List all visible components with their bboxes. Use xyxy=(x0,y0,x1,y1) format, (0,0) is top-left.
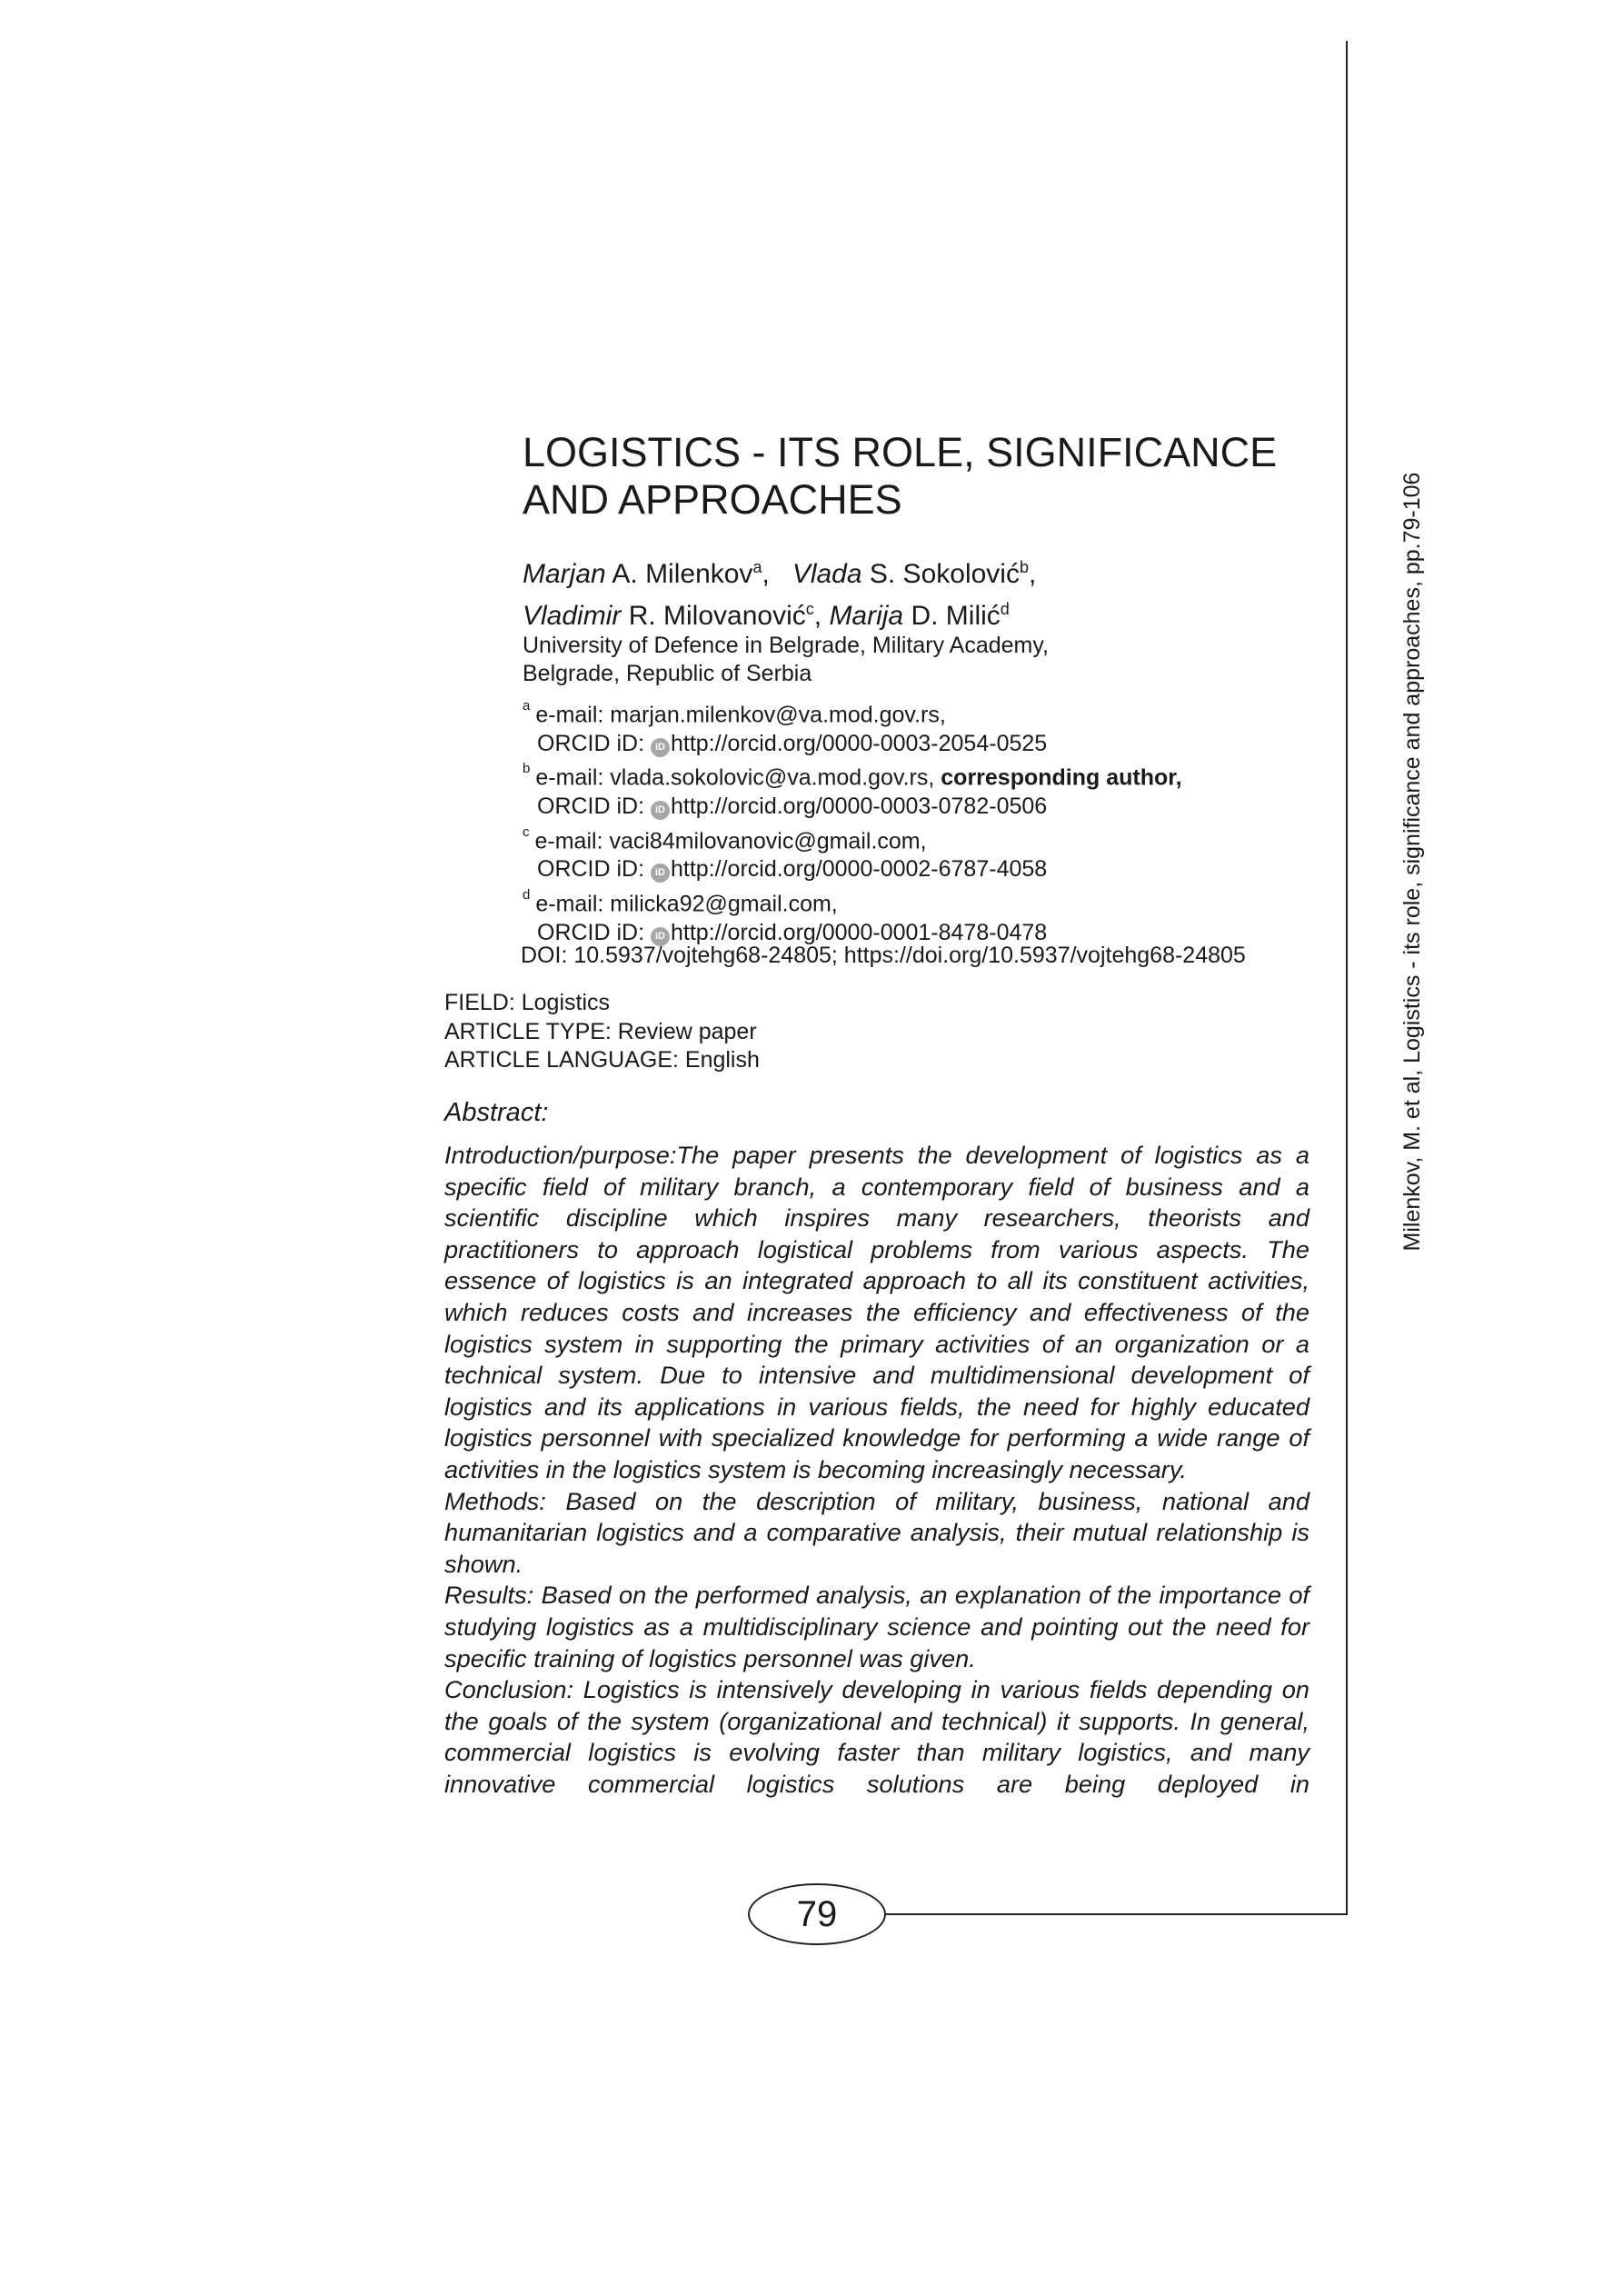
affiliation xyxy=(523,632,1340,688)
contact-email: $^c$ e-mail: vaci84milovanovic@gmail.com, xyxy=(523,824,927,854)
title-line-2: AND APPROACHES xyxy=(523,476,902,523)
contact-email: $^d$ e-mail: milicka92@gmail.com, xyxy=(523,886,838,917)
footer-rule xyxy=(884,1913,1348,1915)
author: Vlada S. Sokolović$^b$, xyxy=(792,558,1037,589)
author-line-1 xyxy=(523,550,1340,592)
doi-line[interactable]: DOI: 10.5937/vojtehg68-24805; https://doi.org/10.5937/vojtehg68-24805 xyxy=(521,943,1246,968)
orcid-icon: iD xyxy=(651,863,670,883)
orcid-icon: iD xyxy=(651,801,670,820)
abstract-paragraph-results: Results: Based on the performed analysis, an explanation of the importance of studying logistics as a multidisciplinary science and pointing out the need for specific training of logistics personnel was given. xyxy=(444,1581,1309,1672)
author-line-2 xyxy=(523,592,1340,634)
running-head: Milenkov, M. et al, Logistics - its role, significance and approaches, pp.79-106 xyxy=(1399,472,1425,1252)
article-title xyxy=(523,429,1340,524)
abstract-paragraph-methods: Methods: Based on the description of military, business, national and humanitarian logistics and a comparative analysis, their mutual relationship is shown. xyxy=(444,1486,1309,1578)
affiliation-line-1: University of Defence in Belgrade, Military Academy, xyxy=(523,633,1049,658)
orcid-icon: iD xyxy=(651,738,670,757)
author: Marjan A. Milenkov$^a$, xyxy=(523,558,785,589)
page-number: 79 xyxy=(748,1883,886,1945)
abstract-paragraph-conclusion: Conclusion: Logistics is intensively developing in various fields depending on the goals of the system (organizational and technical) it supports. In general, commercial logistics is evolving faster than military logistics, and many innovative commercial logistics solutions are being deployed in xyxy=(444,1675,1309,1798)
contact-orcid: ORCID iD: iD http://orcid.org/0000-0001-8478-0478 xyxy=(537,919,1048,945)
affiliation-line-2: Belgrade, Republic of Serbia xyxy=(523,661,812,686)
meta-article-type: ARTICLE TYPE: Review paper xyxy=(444,1018,757,1044)
author-list xyxy=(523,550,1340,634)
title-line-1: LOGISTICS - ITS ROLE, SIGNIFICANCE xyxy=(523,429,1278,475)
meta-field: FIELD: Logistics xyxy=(444,990,611,1015)
contact-email: $^a$ e-mail: marjan.milenkov@va.mod.gov.rs, xyxy=(523,698,946,728)
contact-orcid: ORCID iD: iD http://orcid.org/0000-0003-2054-0525 xyxy=(537,730,1048,756)
article-meta xyxy=(444,989,760,1075)
author-contacts xyxy=(523,695,1340,947)
abstract-body xyxy=(444,1140,1309,1800)
orcid-link[interactable]: http://orcid.org/0000-0002-6787-4058 xyxy=(671,856,1048,883)
author: Marija D. Milić$^d$ xyxy=(829,600,1010,631)
margin-rule-vertical xyxy=(1346,41,1348,1915)
contact-orcid: ORCID iD: iD http://orcid.org/0000-0002-6787-4058 xyxy=(537,856,1048,883)
orcid-link[interactable]: http://orcid.org/0000-0003-2054-0525 xyxy=(671,730,1048,756)
orcid-icon: iD xyxy=(651,927,670,946)
abstract-paragraph-introduction: Introduction/purpose:The paper presents the development of logistics as a specific field of military branch, a contemporary field of business and a scientific discipline which inspires many researchers, theorists and practitioners to approach logistical problems from various aspects. The essence of logistics is an integrated approach to all its constituent activities, which reduces costs and increases the efficiency and effectiveness of the logistics system in supporting the primary activities of an organization or a technical system. Due to intensive and multidimensional development of logistics and its applications in various fields, the need for highly educated logistics personnel with specialized knowledge for performing a wide range of activities in the logistics system is becoming increasingly necessary. xyxy=(444,1141,1309,1483)
contact-orcid: ORCID iD: iD http://orcid.org/0000-0003-0782-0506 xyxy=(537,794,1048,820)
abstract-heading: Abstract: xyxy=(444,1098,549,1127)
author: Vladimir R. Milovanović$^c$, xyxy=(523,600,830,631)
contact-email: $^b$ e-mail: vlada.sokolovic@va.mod.gov.rs, corresponding author, xyxy=(523,761,1182,791)
orcid-link[interactable]: http://orcid.org/0000-0003-0782-0506 xyxy=(671,794,1048,820)
meta-article-language: ARTICLE LANGUAGE: English xyxy=(444,1047,760,1073)
orcid-link[interactable]: http://orcid.org/0000-0001-8478-0478 xyxy=(671,919,1048,945)
